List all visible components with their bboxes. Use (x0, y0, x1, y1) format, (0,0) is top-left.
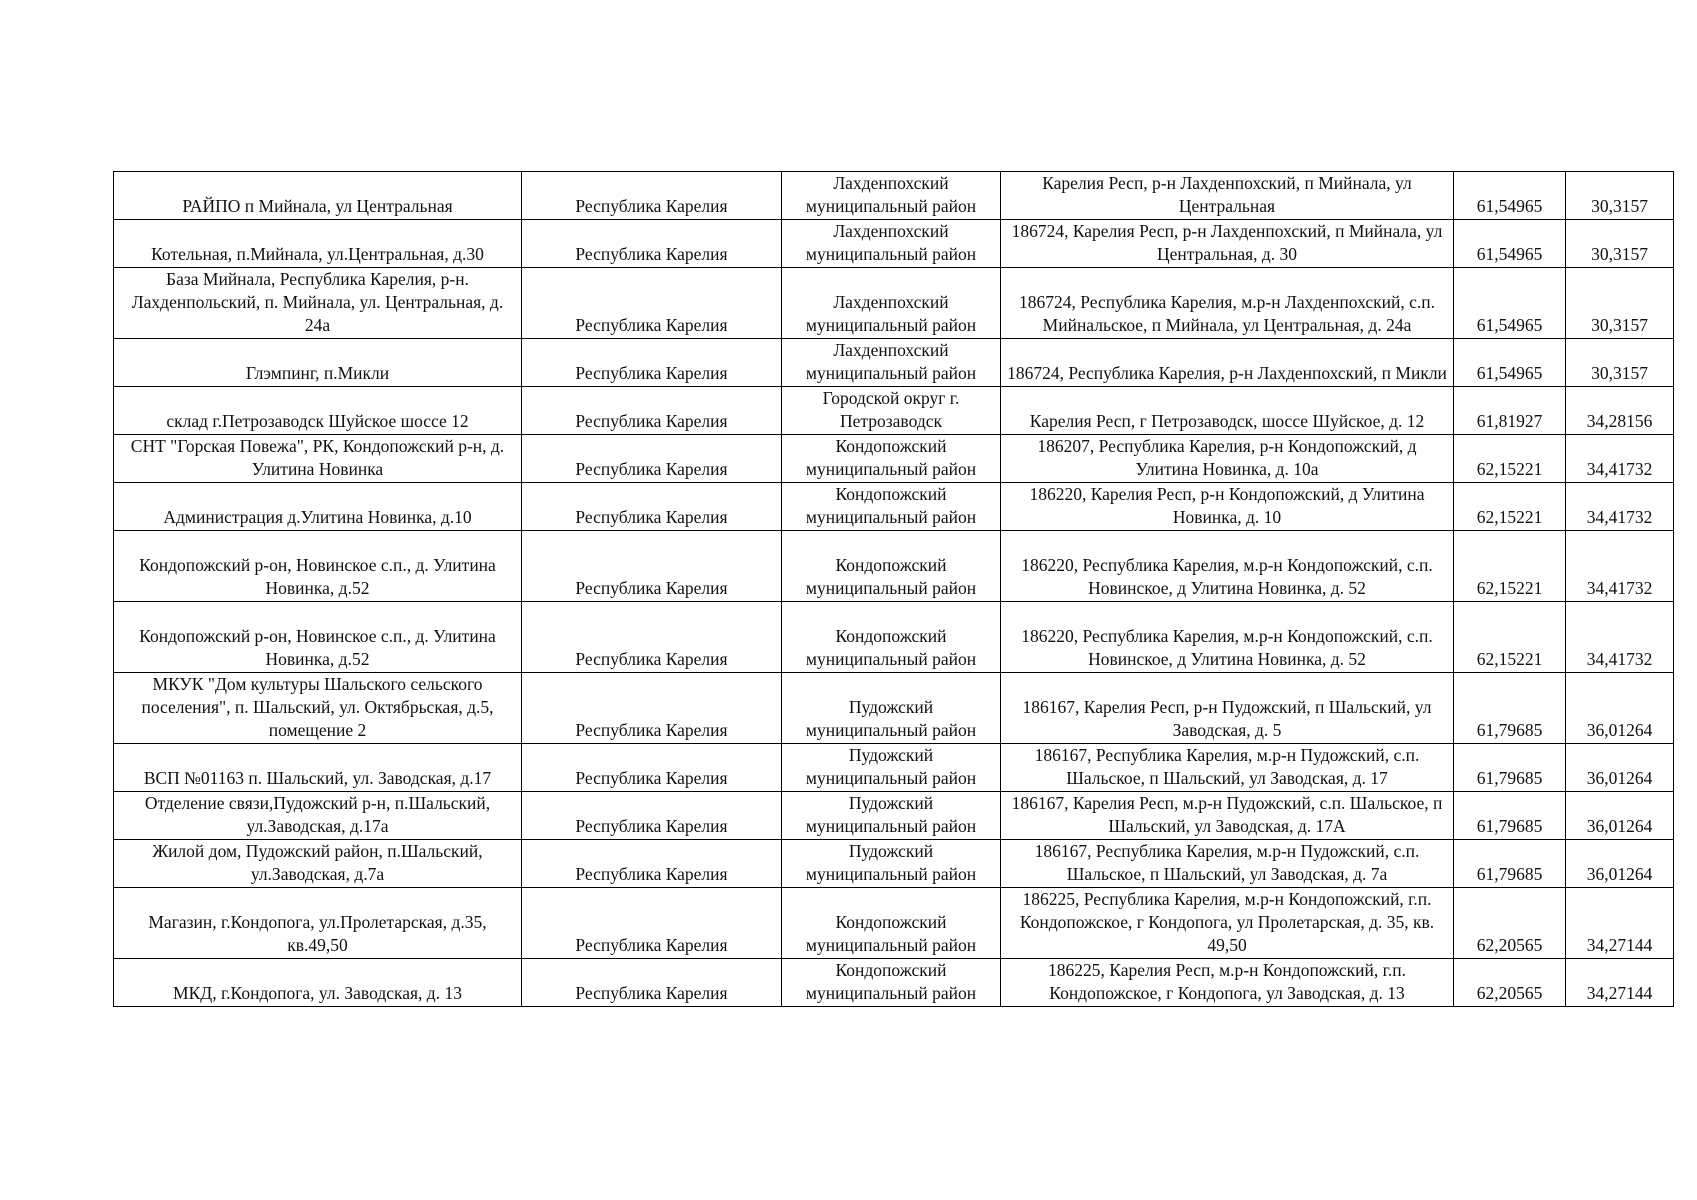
cell-address: 186724, Карелия Респ, р-н Лахденпохский, п Мийнала, ул Центральная, д. 30 (1001, 220, 1454, 268)
cell-address: 186225, Республика Карелия, м.р-н Кондопожский, г.п. Кондопожское, г Кондопога, ул Пролетарская, д. 35, кв. 49,50 (1001, 888, 1454, 959)
cell-longitude: 34,28156 (1566, 387, 1674, 435)
cell-name: База Мийнала, Республика Карелия, р-н. Лахденпольский, п. Мийнала, ул. Центральная, д. 24а (114, 268, 522, 339)
table-row (114, 744, 1674, 792)
cell-latitude: 62,20565 (1454, 888, 1566, 959)
cell-latitude: 62,20565 (1454, 959, 1566, 1007)
cell-latitude: 62,15221 (1454, 435, 1566, 483)
cell-latitude: 61,54965 (1454, 339, 1566, 387)
cell-name: МКУК "Дом культуры Шальского сельского поселения", п. Шальский, ул. Октябрьская, д.5, помещение 2 (114, 673, 522, 744)
cell-longitude: 30,3157 (1566, 220, 1674, 268)
table-row (114, 387, 1674, 435)
cell-municipality: Кондопожский муниципальный район (782, 483, 1001, 531)
cell-longitude: 36,01264 (1566, 744, 1674, 792)
cell-municipality: Кондопожский муниципальный район (782, 959, 1001, 1007)
cell-address: Карелия Респ, р-н Лахденпохский, п Мийнала, ул Центральная (1001, 172, 1454, 220)
cell-name: Котельная, п.Мийнала, ул.Центральная, д.30 (114, 220, 522, 268)
cell-region: Республика Карелия (522, 483, 782, 531)
cell-address: 186167, Республика Карелия, м.р-н Пудожский, с.п. Шальское, п Шальский, ул Заводская, д. 17 (1001, 744, 1454, 792)
cell-municipality: Городской округ г. Петрозаводск (782, 387, 1001, 435)
cell-region: Республика Карелия (522, 602, 782, 673)
cell-longitude: 30,3157 (1566, 339, 1674, 387)
cell-address: 186220, Республика Карелия, м.р-н Кондопожский, с.п. Новинское, д Улитина Новинка, д. 52 (1001, 531, 1454, 602)
table-row (114, 840, 1674, 888)
cell-latitude: 61,79685 (1454, 840, 1566, 888)
cell-latitude: 61,81927 (1454, 387, 1566, 435)
cell-region: Республика Карелия (522, 673, 782, 744)
cell-municipality: Лахденпохский муниципальный район (782, 339, 1001, 387)
cell-address: 186220, Республика Карелия, м.р-н Кондопожский, с.п. Новинское, д Улитина Новинка, д. 52 (1001, 602, 1454, 673)
cell-name: Администрация д.Улитина Новинка, д.10 (114, 483, 522, 531)
cell-region: Республика Карелия (522, 959, 782, 1007)
cell-longitude: 36,01264 (1566, 673, 1674, 744)
cell-longitude: 36,01264 (1566, 792, 1674, 840)
cell-longitude: 34,41732 (1566, 602, 1674, 673)
cell-name: Кондопожский р-он, Новинское с.п., д. Улитина Новинка, д.52 (114, 602, 522, 673)
cell-address: 186167, Карелия Респ, р-н Пудожский, п Шальский, ул Заводская, д. 5 (1001, 673, 1454, 744)
cell-address: 186167, Республика Карелия, м.р-н Пудожский, с.п. Шальское, п Шальский, ул Заводская, д. 7а (1001, 840, 1454, 888)
cell-region: Республика Карелия (522, 840, 782, 888)
cell-municipality: Пудожский муниципальный район (782, 840, 1001, 888)
cell-latitude: 62,15221 (1454, 602, 1566, 673)
cell-address: 186220, Карелия Респ, р-н Кондопожский, д Улитина Новинка, д. 10 (1001, 483, 1454, 531)
cell-latitude: 62,15221 (1454, 483, 1566, 531)
cell-longitude: 34,41732 (1566, 531, 1674, 602)
cell-latitude: 61,79685 (1454, 792, 1566, 840)
cell-longitude: 34,41732 (1566, 435, 1674, 483)
table-row (114, 268, 1674, 339)
cell-address: 186167, Карелия Респ, м.р-н Пудожский, с.п. Шальское, п Шальский, ул Заводская, д. 17А (1001, 792, 1454, 840)
cell-region: Республика Карелия (522, 172, 782, 220)
cell-region: Республика Карелия (522, 387, 782, 435)
cell-municipality: Кондопожский муниципальный район (782, 602, 1001, 673)
cell-region: Республика Карелия (522, 268, 782, 339)
cell-municipality: Кондопожский муниципальный район (782, 531, 1001, 602)
table-row (114, 531, 1674, 602)
table-row (114, 673, 1674, 744)
cell-municipality: Лахденпохский муниципальный район (782, 172, 1001, 220)
table-row (114, 172, 1674, 220)
cell-municipality: Кондопожский муниципальный район (782, 435, 1001, 483)
cell-address: Карелия Респ, г Петрозаводск, шоссе Шуйское, д. 12 (1001, 387, 1454, 435)
table-row (114, 959, 1674, 1007)
cell-name: склад г.Петрозаводск Шуйское шоссе 12 (114, 387, 522, 435)
cell-name: Глэмпинг, п.Микли (114, 339, 522, 387)
cell-region: Республика Карелия (522, 744, 782, 792)
cell-longitude: 30,3157 (1566, 268, 1674, 339)
cell-region: Республика Карелия (522, 435, 782, 483)
locations-table-body (114, 172, 1674, 1007)
cell-name: ВСП №01163 п. Шальский, ул. Заводская, д.17 (114, 744, 522, 792)
cell-latitude: 61,79685 (1454, 673, 1566, 744)
cell-latitude: 61,79685 (1454, 744, 1566, 792)
cell-address: 186724, Республика Карелия, р-н Лахденпохский, п Микли (1001, 339, 1454, 387)
cell-municipality: Кондопожский муниципальный район (782, 888, 1001, 959)
cell-name: Отделение связи,Пудожский р-н, п.Шальский, ул.Заводская, д.17а (114, 792, 522, 840)
cell-name: МКД, г.Кондопога, ул. Заводская, д. 13 (114, 959, 522, 1007)
cell-latitude: 61,54965 (1454, 172, 1566, 220)
cell-longitude: 34,27144 (1566, 888, 1674, 959)
cell-region: Республика Карелия (522, 888, 782, 959)
cell-municipality: Пудожский муниципальный район (782, 792, 1001, 840)
cell-region: Республика Карелия (522, 531, 782, 602)
cell-name: РАЙПО п Мийнала, ул Центральная (114, 172, 522, 220)
table-row (114, 888, 1674, 959)
cell-name: Магазин, г.Кондопога, ул.Пролетарская, д.35, кв.49,50 (114, 888, 522, 959)
cell-region: Республика Карелия (522, 792, 782, 840)
locations-table (113, 171, 1674, 1007)
table-row (114, 220, 1674, 268)
cell-longitude: 30,3157 (1566, 172, 1674, 220)
cell-name: СНТ "Горская Повежа", РК, Кондопожский р-н, д. Улитина Новинка (114, 435, 522, 483)
cell-region: Республика Карелия (522, 339, 782, 387)
cell-name: Жилой дом, Пудожский район, п.Шальский, ул.Заводская, д.7а (114, 840, 522, 888)
cell-name: Кондопожский р-он, Новинское с.п., д. Улитина Новинка, д.52 (114, 531, 522, 602)
cell-latitude: 62,15221 (1454, 531, 1566, 602)
cell-address: 186207, Республика Карелия, р-н Кондопожский, д Улитина Новинка, д. 10а (1001, 435, 1454, 483)
cell-region: Республика Карелия (522, 220, 782, 268)
table-row (114, 602, 1674, 673)
cell-address: 186225, Карелия Респ, м.р-н Кондопожский, г.п. Кондопожское, г Кондопога, ул Заводская, д. 13 (1001, 959, 1454, 1007)
cell-latitude: 61,54965 (1454, 220, 1566, 268)
cell-municipality: Лахденпохский муниципальный район (782, 268, 1001, 339)
cell-municipality: Пудожский муниципальный район (782, 673, 1001, 744)
cell-longitude: 34,27144 (1566, 959, 1674, 1007)
cell-longitude: 36,01264 (1566, 840, 1674, 888)
cell-municipality: Лахденпохский муниципальный район (782, 220, 1001, 268)
table-row (114, 792, 1674, 840)
cell-address: 186724, Республика Карелия, м.р-н Лахденпохский, с.п. Мийнальское, п Мийнала, ул Центральная, д. 24а (1001, 268, 1454, 339)
table-row (114, 435, 1674, 483)
table-row (114, 483, 1674, 531)
cell-longitude: 34,41732 (1566, 483, 1674, 531)
cell-latitude: 61,54965 (1454, 268, 1566, 339)
table-row (114, 339, 1674, 387)
cell-municipality: Пудожский муниципальный район (782, 744, 1001, 792)
